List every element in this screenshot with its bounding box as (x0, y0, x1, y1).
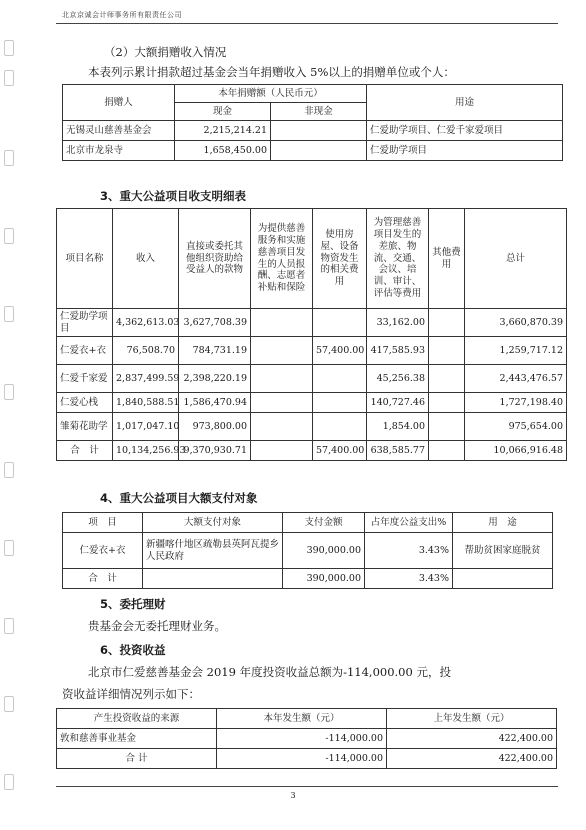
binder-hole (4, 540, 14, 556)
cell-direct: 973,800.00 (179, 413, 251, 441)
binder-hole (4, 40, 14, 56)
section6-title: 6、投资收益 (100, 643, 166, 657)
cell-other (429, 441, 465, 461)
cell-donor: 北京市龙泉寺 (63, 141, 175, 161)
cell-direct: 3,627,708.39 (179, 309, 251, 337)
header-project: 项 目 (63, 513, 143, 533)
cell-total: 975,654.00 (465, 413, 567, 441)
table-row (57, 365, 567, 393)
cell-other (429, 413, 465, 441)
cell-staff (251, 441, 313, 461)
table-total-row (63, 569, 553, 589)
header-amount-group: 本年捐赠额（人民币元） (175, 85, 367, 103)
cell-facility: 57,400.00 (313, 441, 367, 461)
binder-hole (4, 306, 14, 322)
header-admin: 为管理慈善项目发生的差旅、物流、交通、会议、培训、审计、评估等费用 (367, 209, 429, 309)
footer-rule (56, 786, 558, 787)
cell-direct: 2,398,220.19 (179, 365, 251, 393)
cell-total: 2,443,476.57 (465, 365, 567, 393)
cell-donor: 无锡灵山慈善基金会 (63, 121, 175, 141)
cell-direct: 784,731.19 (179, 337, 251, 365)
binder-hole (4, 228, 14, 244)
cell-use (453, 569, 553, 589)
cell-noncash (271, 121, 367, 141)
cell-facility (313, 393, 367, 413)
binder-hole (4, 696, 14, 712)
cell-project: 仁爱衣+衣 (63, 533, 143, 569)
header-prior: 上年发生额（元） (387, 709, 557, 729)
cell-income: 1,840,588.51 (113, 393, 179, 413)
page-number: 3 (290, 791, 296, 800)
binder-hole (4, 462, 14, 478)
header-amount: 支付金额 (283, 513, 365, 533)
investment-table (56, 708, 557, 769)
table-row (63, 533, 553, 569)
cell-total: 1,727,198.40 (465, 393, 567, 413)
cell-staff (251, 309, 313, 337)
cell-facility (313, 365, 367, 393)
cell-direct: 9,370,930.71 (179, 441, 251, 461)
binder-hole (4, 384, 14, 400)
header-total: 总计 (465, 209, 567, 309)
header-rule (56, 23, 558, 24)
cell-name: 合 计 (57, 441, 113, 461)
cell-income: 76,508.70 (113, 337, 179, 365)
cell-staff (251, 365, 313, 393)
cell-staff (251, 337, 313, 365)
table-row (63, 141, 563, 161)
cell-source: 敦和慈善事业基金 (57, 729, 217, 749)
cell-prior: 422,400.00 (387, 749, 557, 769)
header-use: 用途 (367, 85, 563, 121)
cell-income: 2,837,499.59 (113, 365, 179, 393)
section6-body-line2: 资收益详细情况列示如下： (62, 687, 200, 701)
binder-hole (4, 774, 14, 790)
header-donor: 捐赠人 (63, 85, 175, 121)
header-other: 其他费用 (429, 209, 465, 309)
firm-header: 北京京诚会计师事务所有限责任公司 (62, 11, 182, 19)
cell-direct: 1,586,470.94 (179, 393, 251, 413)
cell-use: 帮助贫困家庭脱贫 (453, 533, 553, 569)
cell-facility (313, 413, 367, 441)
cell-admin: 638,585.77 (367, 441, 429, 461)
cell-other (429, 365, 465, 393)
header-source: 产生投资收益的来源 (57, 709, 217, 729)
table-row (57, 413, 567, 441)
section5-title: 5、委托理财 (100, 597, 166, 611)
cell-current: -114,000.00 (217, 749, 387, 769)
binder-hole (4, 618, 14, 634)
cell-total: 10,066,916.48 (465, 441, 567, 461)
section2-title: （2）大额捐赠收入情况 (104, 45, 227, 59)
cell-admin: 1,854.00 (367, 413, 429, 441)
cell-amount: 390,000.00 (283, 569, 365, 589)
binder-edge (0, 0, 22, 830)
section2-intro: 本表列示累计捐款超过基金会当年捐赠收入 5%以上的捐赠单位或个人： (88, 65, 455, 79)
binder-hole (4, 70, 14, 86)
section6-body-line1: 北京市仁爱慈善基金会 2019 年度投资收益总额为-114,000.00 元，投 (88, 665, 451, 679)
header-cash: 现金 (175, 103, 271, 121)
cell-staff (251, 393, 313, 413)
cell-admin: 33,162.00 (367, 309, 429, 337)
cell-amount: 390,000.00 (283, 533, 365, 569)
cell-project: 合 计 (63, 569, 143, 589)
table-row (57, 337, 567, 365)
header-current: 本年发生额（元） (217, 709, 387, 729)
cell-income: 4,362,613.03 (113, 309, 179, 337)
cell-use: 仁爱助学项目 (367, 141, 563, 161)
cell-total: 1,259,717.12 (465, 337, 567, 365)
header-use: 用 途 (453, 513, 553, 533)
cell-other (429, 309, 465, 337)
cell-admin: 417,585.93 (367, 337, 429, 365)
header-project-name: 项目名称 (57, 209, 113, 309)
cell-facility: 57,400.00 (313, 337, 367, 365)
cell-noncash (271, 141, 367, 161)
donation-table (62, 84, 563, 161)
table-total-row (57, 749, 557, 769)
cell-facility (313, 309, 367, 337)
cell-payee: 新疆喀什地区疏勒县英阿瓦提乡人民政府 (143, 533, 283, 569)
cell-name: 仁爱助学项目 (57, 309, 113, 337)
payee-table (62, 512, 553, 589)
cell-cash: 2,215,214.21 (175, 121, 271, 141)
cell-ratio: 3.43% (365, 533, 453, 569)
header-noncash: 非现金 (271, 103, 367, 121)
cell-other (429, 337, 465, 365)
cell-source: 合 计 (57, 749, 217, 769)
table-row (57, 393, 567, 413)
header-facility: 使用房屋、设备物资发生的相关费用 (313, 209, 367, 309)
project-expense-table (56, 208, 567, 461)
cell-use: 仁爱助学项目、仁爱千家爱项目 (367, 121, 563, 141)
cell-current: -114,000.00 (217, 729, 387, 749)
cell-ratio: 3.43% (365, 569, 453, 589)
cell-name: 雏菊花助学 (57, 413, 113, 441)
cell-admin: 45,256.38 (367, 365, 429, 393)
cell-name: 仁爱千家爱 (57, 365, 113, 393)
header-staff: 为提供慈善服务和实施慈善项目发生的人员报酬、志愿者补贴和保险 (251, 209, 313, 309)
cell-prior: 422,400.00 (387, 729, 557, 749)
section5-body: 贵基金会无委托理财业务。 (88, 619, 226, 633)
table-total-row (57, 441, 567, 461)
header-payee: 大额支付对象 (143, 513, 283, 533)
cell-income: 10,134,256.93 (113, 441, 179, 461)
header-income: 收入 (113, 209, 179, 309)
header-direct: 直接或委托其他组织资助给受益人的款物 (179, 209, 251, 309)
cell-cash: 1,658,450.00 (175, 141, 271, 161)
cell-name: 仁爱心栈 (57, 393, 113, 413)
cell-staff (251, 413, 313, 441)
cell-other (429, 393, 465, 413)
cell-admin: 140,727.46 (367, 393, 429, 413)
cell-payee (143, 569, 283, 589)
table-row (63, 121, 563, 141)
section3-title: 3、重大公益项目收支明细表 (100, 189, 247, 203)
cell-income: 1,017,047.10 (113, 413, 179, 441)
binder-hole (4, 150, 14, 166)
header-ratio: 占年度公益支出% (365, 513, 453, 533)
cell-name: 仁爱衣+衣 (57, 337, 113, 365)
table-row (57, 309, 567, 337)
section4-title: 4、重大公益项目大额支付对象 (100, 491, 258, 505)
table-row (57, 729, 557, 749)
cell-total: 3,660,870.39 (465, 309, 567, 337)
